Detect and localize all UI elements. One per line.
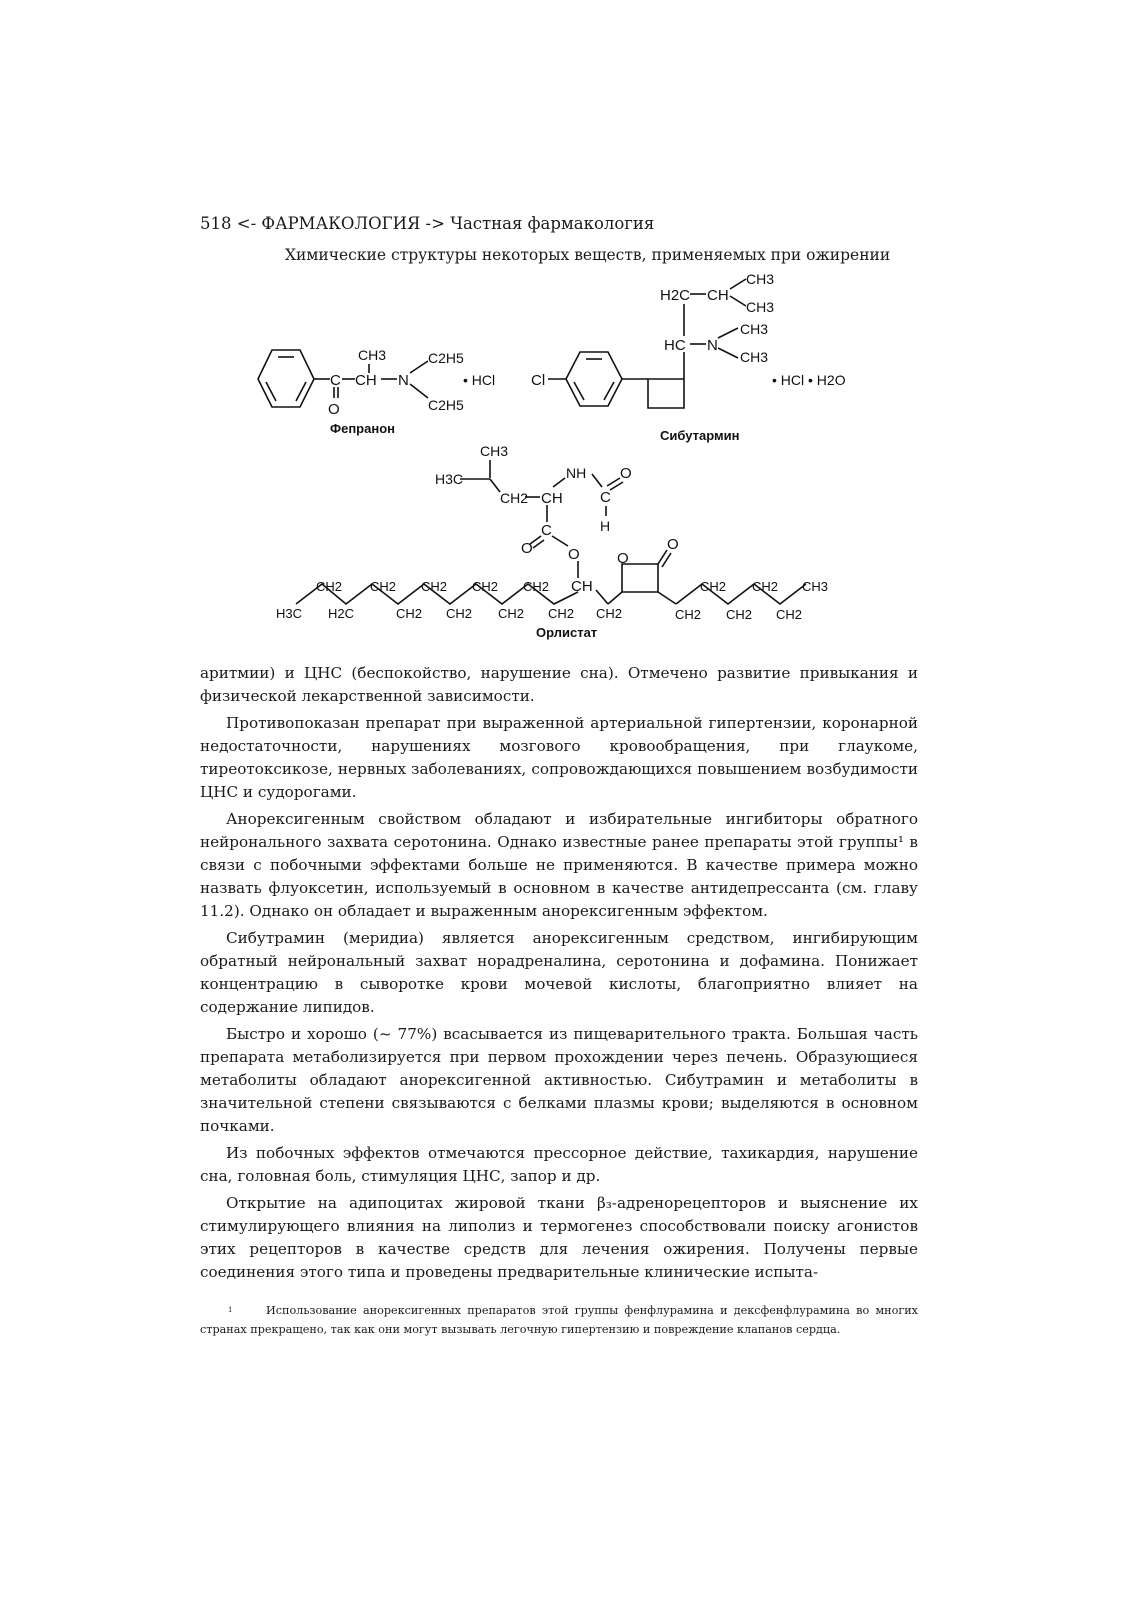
fepranon-atom-n: N xyxy=(398,372,409,389)
chain-l-ch2-3: CH2 xyxy=(396,606,423,621)
chain-r-ch2-1: CH2 xyxy=(700,579,727,594)
chain-r-ch2-3: CH2 xyxy=(752,579,779,594)
orlistat-h3c: H3C xyxy=(435,471,464,487)
chain-l-ch2-9: CH2 xyxy=(548,606,575,621)
beta-lactone-ring xyxy=(622,564,658,592)
fepranon-salt: • HCl xyxy=(463,372,496,388)
fepranon-atom-ch: CH xyxy=(355,372,377,389)
orlistat-ch: CH xyxy=(541,490,563,507)
body-text xyxy=(200,662,918,1288)
orlistat-label: Орлистат xyxy=(536,625,598,640)
orlistat-ch3-top: CH3 xyxy=(480,443,509,459)
chain-r-ch3: CH3 xyxy=(802,579,829,594)
chain-r-ch2-2: CH2 xyxy=(675,607,702,622)
orlistat-formyl-o: O xyxy=(620,465,632,482)
fepranon-label: Фепранон xyxy=(330,421,395,436)
sibutramine-ch3-c: CH3 xyxy=(740,321,769,337)
chemical-structures-figure xyxy=(0,0,1132,660)
chain-l-ch2-8: CH2 xyxy=(523,579,550,594)
sibutramine-structure xyxy=(531,271,846,443)
chain-l-ch2-4: CH2 xyxy=(421,579,448,594)
fepranon-ch3: CH3 xyxy=(358,347,387,363)
lactone-carbonyl-o: O xyxy=(667,536,679,553)
orlistat-right-chain xyxy=(676,584,806,604)
sibutramine-ch3-b: CH3 xyxy=(746,299,775,315)
orlistat-ester-c: C xyxy=(541,522,552,539)
footnote-mark: 1 xyxy=(228,1306,233,1314)
orlistat-ester-o: O xyxy=(568,546,580,563)
footnote-text: Использование анорексигенных препаратов этой группы фенфлурамина и дексфенфлурамина во многих странах прекращено, так как они могут вызывать легочную гипертензию и повреждение клапанов сердца. xyxy=(200,1304,918,1336)
orlistat-structure xyxy=(276,443,828,640)
paragraph: Из побочных эффектов отмечаются прессорное действие, тахикардия, нарушение сна, головная боль, стимуляция ЦНС, запор и др. xyxy=(200,1144,918,1185)
sibutramine-ch: CH xyxy=(707,287,729,304)
footnote xyxy=(200,1301,918,1339)
chain-l-ch2-2: CH2 xyxy=(370,579,397,594)
sibutramine-cl: Cl xyxy=(531,372,546,389)
sibutramine-ch3-d: CH3 xyxy=(740,349,769,365)
paragraph: аритмии) и ЦНС (беспокойство, нарушение сна). Отмечено развитие привыкания и физической лекарственной зависимости. xyxy=(200,664,918,705)
chain-l-ch2-7: CH2 xyxy=(498,606,525,621)
orlistat-formyl-c: C xyxy=(600,489,611,506)
paragraph: Сибутрамин (меридиа) является анорексигенным средством, ингибирующим обратный нейрональный захват норадреналина, серотонина и дофамина. Понижает концентрацию в сыворотке крови мочевой кислоты, благоприятно влияет на содержание липидов. xyxy=(200,929,918,1016)
chain-r-ch2-4: CH2 xyxy=(726,607,753,622)
orlistat-nh: NH xyxy=(566,465,587,481)
chain-l-h3c: H3C xyxy=(276,606,303,621)
chain-l-ch2-6: CH2 xyxy=(472,579,499,594)
orlistat-carbonyl-o: O xyxy=(521,540,533,557)
chain-l-ch2-1: CH2 xyxy=(316,579,343,594)
lactone-o: O xyxy=(617,550,629,567)
paragraph: Анорексигенным свойством обладают и избирательные ингибиторы обратного нейронального захвата серотонина. Однако известные ранее препараты этой группы¹ в связи с побочными эффектами больше не применяются. В качестве примера можно назвать флуоксетин, используемый в основном в качестве антидепрессанта (см. главу 11.2). Однако он обладает и выраженным анорексигенным эффектом. xyxy=(200,810,918,920)
chain-l-ch2-5: CH2 xyxy=(446,606,473,621)
orlistat-ch2: CH2 xyxy=(500,490,529,506)
chain-l-h2c: H2C xyxy=(328,606,355,621)
chain-l-ch2-10: CH2 xyxy=(596,606,623,621)
orlistat-formyl-h: H xyxy=(600,518,611,534)
cyclobutane-ring xyxy=(648,379,684,408)
orlistat-chain-ch: CH xyxy=(571,578,593,595)
figure-title: Химические структуры некоторых веществ, применяемых при ожирении xyxy=(285,246,891,264)
sibutramine-benzene-ring xyxy=(566,352,622,406)
sibutramine-h2c: H2C xyxy=(660,287,691,304)
fepranon-benzene-ring xyxy=(258,350,314,407)
paragraph: Противопоказан препарат при выраженной артериальной гипертензии, коронарной недостаточности, нарушениях мозгового кровообращения, при глаукоме, тиреотоксикозе, нервных заболеваниях, сопровождающихся повышением возбудимости ЦНС и судорогами. xyxy=(200,714,918,801)
paragraph: Быстро и хорошо (~ 77%) всасывается из пищеварительного тракта. Большая часть препарата метаболизируется при первом прохождении через печень. Образующиеся метаболиты обладают анорексигенной активностью. Сибутрамин и метаболиты в значительной степени связываются с белками плазмы крови; выделяются в основном почками. xyxy=(200,1025,918,1135)
fepranon-structure xyxy=(258,347,495,436)
fepranon-atom-o: O xyxy=(328,401,340,418)
fepranon-atom-c: C xyxy=(330,372,341,389)
paragraph: Открытие на адипоцитах жировой ткани β₃-адренорецепторов и выяснение их стимулирующего влияния на липолиз и термогенез способствовали поиску агонистов этих рецепторов в качестве средств для лечения ожирения. Получены первые соединения этого типа и проведены предварительные клинические испыта- xyxy=(200,1194,918,1281)
sibutramine-hc: HC xyxy=(664,337,686,354)
fepranon-c2h5-top: C2H5 xyxy=(428,350,464,366)
sibutramine-label: Сибутармин xyxy=(660,428,740,443)
fepranon-c2h5-bottom: C2H5 xyxy=(428,397,464,413)
sibutramine-ch3-a: CH3 xyxy=(746,271,775,287)
sibutramine-salt: • HCl • H2O xyxy=(772,372,846,388)
chain-r-ch2-5: CH2 xyxy=(776,607,803,622)
running-header: 518 <- ФАРМАКОЛОГИЯ -> Частная фармакология xyxy=(200,214,655,233)
sibutramine-n: N xyxy=(707,337,718,354)
